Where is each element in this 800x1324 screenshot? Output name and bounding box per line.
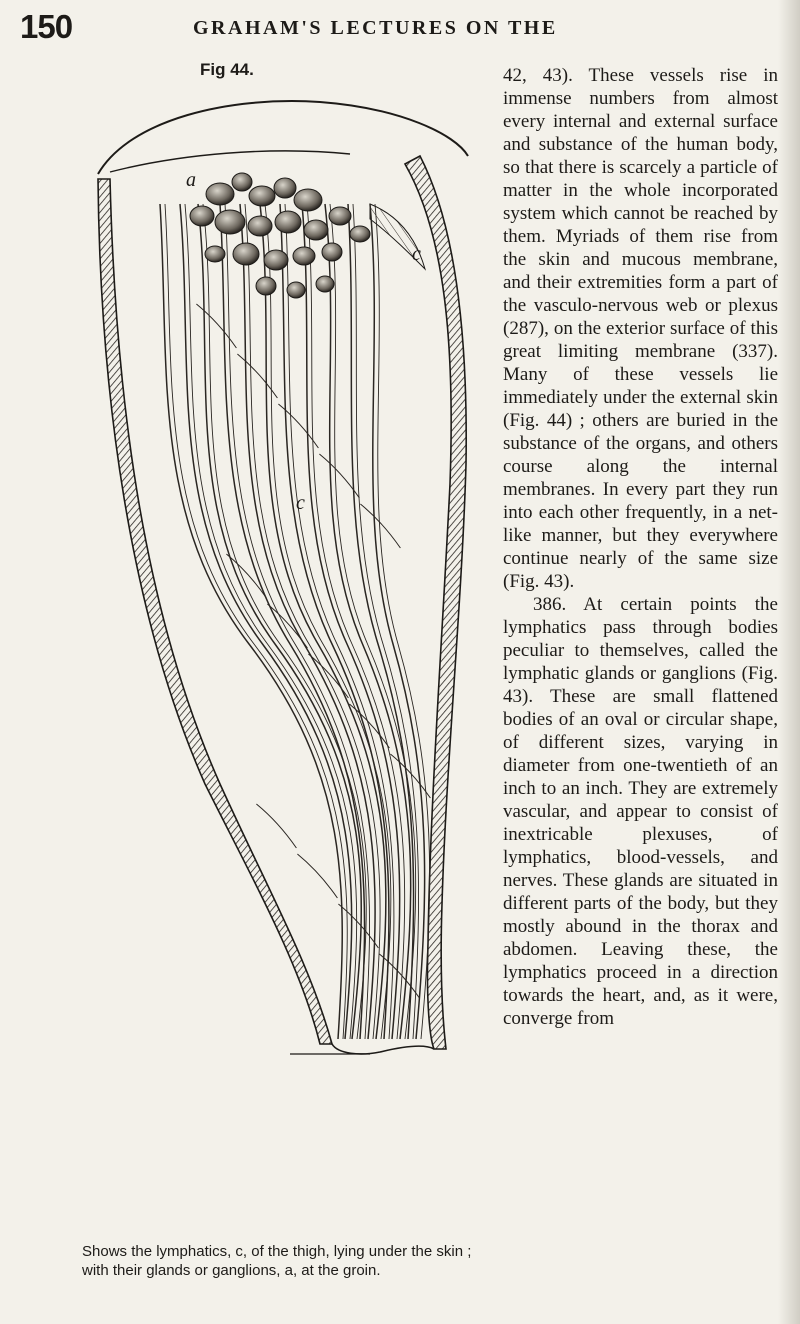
lymph-gland (206, 183, 234, 205)
vessel-branch (379, 954, 419, 998)
lymphatic-vessels (160, 204, 430, 1039)
lymph-gland (249, 186, 275, 206)
lymph-gland (264, 250, 288, 270)
lymph-gland (316, 276, 334, 292)
lymphatic-vessel (165, 204, 347, 1039)
marker-c-middle: c (296, 492, 305, 514)
lymph-gland (350, 226, 370, 242)
lymphatic-vessel (160, 204, 342, 1039)
thigh-lymphatics-illustration (70, 84, 470, 1084)
figure-label: Fig 44. (200, 60, 254, 79)
lymph-gland (304, 220, 328, 240)
lymph-gland (274, 178, 296, 198)
lymphatic-vessel (348, 204, 414, 1039)
lymph-gland (233, 243, 259, 265)
lymph-gland (293, 247, 315, 265)
inguinal-glands (190, 173, 370, 298)
lymph-gland (190, 206, 214, 226)
lymph-gland (248, 216, 272, 236)
knee-bottom (290, 1044, 434, 1054)
lymphatic-vessel (370, 204, 425, 1039)
lymph-gland (205, 246, 225, 262)
body-paragraph-386: 386. At certain points the lymphatics pass through bodies peculiar to themselves, called the lymphatic glands or ganglions (Fig. 43). These are small flattened bodies of an oval or circular shape, of different sizes, varying in diameter from one-twentieth of an inch to an inch. They are extremely vascular, and appear to consist of inextricable plexuses, of lymphatics, blood-vessels, and nerves. These glands are situated in different parts of the body, but they mostly abound in the thorax and abdomen. Leaving these, the lymphatics proceed in a direction towards the heart, and, as it were, converge from (503, 594, 778, 1029)
running-head: GRAHAM'S LECTURES ON THE (193, 17, 558, 39)
lymphatic-vessel (285, 204, 394, 1039)
lymph-gland (287, 282, 305, 298)
lymph-gland (322, 243, 342, 261)
vessel-branch (226, 554, 266, 598)
lymph-gland (275, 211, 301, 233)
lymph-gland (232, 173, 252, 191)
figure-caption: Shows the lymphatics, c, of the thigh, lying under the skin ; with their glands or ganglions, a, at the groin. (82, 1243, 472, 1279)
lymph-gland (256, 277, 276, 295)
page-number: 150 (20, 8, 73, 45)
vessel-branch (297, 854, 337, 898)
vessel-branch (338, 904, 378, 948)
body-text-column (503, 64, 778, 1030)
vessel-branch (196, 304, 236, 348)
page-header (20, 8, 780, 48)
body-paragraph-continued: 42, 43). These vessels rise in immense numbers from almost every internal and external surface and substance of the human body, so that there is scarcely a particle of matter in the whole incorporated system which cannot be reached by them. Myriads of them rise from the skin and mucous membrane, and their extremities form a part of the vasculo-nervous web or plexus (287), on the exterior surface of this great limiting membrane (337). Many of these vessels lie immediately under the external skin (Fig. 44) ; others are buried in the substance of the organs, and others course along the internal membranes. In every part they run into each other frequently, in a net-like manner, but they everywhere continue nearly of the same size (Fig. 43). (503, 65, 778, 592)
marker-a: a (186, 169, 196, 191)
marker-c-upper: c (412, 243, 421, 265)
lymph-gland (294, 189, 322, 211)
lymph-gland (329, 207, 351, 225)
lymphatic-vessel (375, 204, 430, 1039)
vessel-branch (349, 704, 389, 748)
vessel-branch (256, 804, 296, 848)
engraving-svg (70, 84, 470, 1084)
lymph-gland (215, 210, 245, 234)
page-edge-shadow (778, 0, 800, 1324)
